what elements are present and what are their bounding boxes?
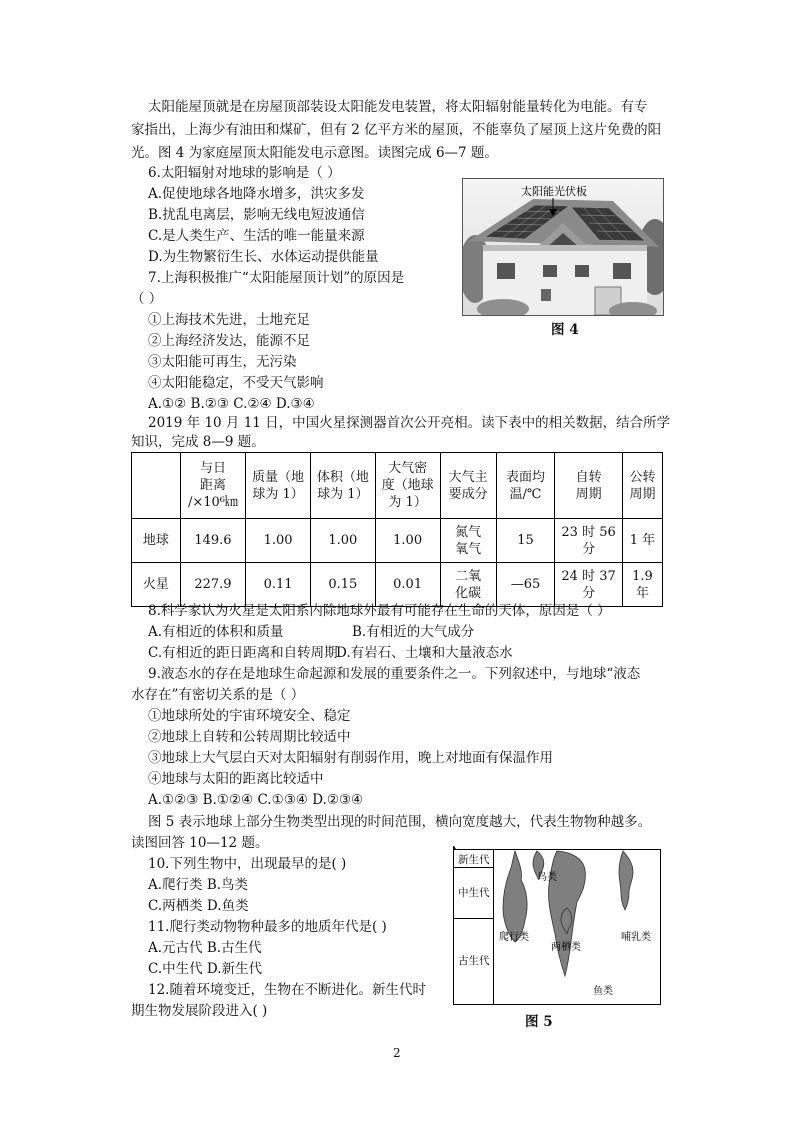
table-header-cell: [246, 453, 311, 519]
era-mesozoic: 中生代: [458, 887, 490, 899]
figure-4-caption: 图 4: [551, 322, 579, 338]
cell-line: 氮气: [455, 524, 482, 540]
q6-option-b: B.扰乱电离层，影响无线电短波通信: [148, 207, 365, 223]
q8-option-b: B.有相近的大气成分: [352, 624, 475, 640]
header-line: 公转: [629, 469, 656, 485]
q9-stem-2: 水存在”有密切关系的是（ ）: [131, 687, 305, 703]
q7-option-2: ②上海经济发达，能源不足: [148, 333, 310, 349]
header-line: 大气密: [388, 461, 428, 476]
header-line: 自转: [575, 469, 602, 485]
q7-option-4: ④太阳能稳定，不受天气影响: [148, 375, 324, 391]
q11-stem: 11.爬行类动物物种最多的地质年代是( ): [148, 919, 387, 935]
era-paleozoic: 古生代: [458, 955, 490, 967]
q9-option-1: ①地球所处的宇宙环境安全、稳定: [148, 708, 351, 724]
header-line: 周期: [575, 486, 602, 502]
q7-stem-2: （ ）: [131, 291, 163, 307]
header-line: 体积（地: [316, 469, 369, 485]
table-row-earth: [132, 519, 663, 563]
header-line: 质量（地: [252, 469, 305, 485]
q9-option-3: ③地球上大气层白天对太阳辐射有削弱作用，晚上对地面有保温作用: [148, 750, 553, 766]
cell-line: 23 时 56: [561, 524, 616, 540]
q12-stem-2: 期生物发展阶段进入( ): [131, 1003, 268, 1019]
table-header-cell: [496, 453, 554, 519]
header-line: 与日: [199, 461, 226, 476]
cell-line: 1.9: [632, 568, 653, 584]
table-header-cell: [440, 453, 496, 519]
q9-option-2: ②地球上自转和公转周期比较适中: [148, 729, 351, 745]
table-cell: [555, 563, 623, 607]
table-cell: 227.9: [180, 563, 245, 607]
earth-mars-data-table: [131, 452, 663, 607]
intro3-line-1: 图 5 表示地球上部分生物类型出现的时间范围，横向宽度越大，代表生物物种越多。: [148, 814, 652, 830]
label-amphibians: 两栖类: [551, 942, 581, 953]
label-birds: 鸟类: [537, 872, 557, 883]
table-cell: 1.00: [310, 519, 375, 563]
header-line: 度（地球: [381, 478, 434, 493]
table-header-row: [132, 453, 663, 519]
q9-option-4: ④地球与太阳的距离比较适中: [148, 771, 324, 787]
table-cell: [622, 563, 662, 607]
table-header-cell: [132, 453, 181, 519]
q8-option-d: D.有岩石、土壤和大量液态水: [336, 645, 513, 661]
era-cenozoic: 新生代: [458, 854, 490, 866]
table-cell: [555, 519, 623, 563]
header-line: 为 1）: [388, 495, 427, 510]
header-line: 周期: [629, 486, 656, 502]
page-number: 2: [393, 1046, 401, 1060]
table-cell: 0.11: [246, 563, 311, 607]
q11-options-cd: C.中生代 D.新生代: [148, 961, 263, 977]
q6-option-c: C.是人类生产、生活的唯一能量来源: [148, 228, 365, 244]
q8-option-c: C.有相近的距日距离和自转周期: [148, 645, 338, 661]
cell-line: 二氧: [455, 568, 482, 584]
table-cell: 地球: [132, 519, 181, 563]
evolution-time-diagram: [453, 846, 662, 1006]
table-header-cell: [555, 453, 623, 519]
cell-line: 化碳: [455, 585, 482, 601]
cell-line: 24 时 37: [561, 568, 616, 584]
q9-stem-1: 9.液态水的存在是地球生命起源和发展的重要条件之一。下列叙述中，与地球“液态: [148, 666, 641, 682]
header-line: 大气主: [448, 469, 488, 485]
header-line: 球为 1）: [317, 486, 369, 502]
intro3-line-2: 读图回答 10—12 题。: [131, 835, 269, 851]
cell-line: 年: [635, 585, 649, 601]
label-reptiles: 爬行类: [499, 932, 529, 943]
cell-line: 分: [582, 585, 596, 601]
table-row-mars: [132, 563, 663, 607]
header-line: 温/℃: [509, 486, 542, 502]
q8-option-a: A.有相近的体积和质量: [148, 624, 284, 640]
q12-stem-1: 12.随着环境变迁，生物在不断进化。新生代时: [148, 982, 426, 998]
q10-options-ab: A.爬行类 B.鸟类: [148, 877, 249, 893]
q7-stem-1: 7.上海积极推广“太阳能屋顶计划”的原因是: [148, 270, 405, 286]
solar-panel-label: 太阳能光伏板: [521, 185, 587, 198]
header-line: 球为 1）: [252, 486, 304, 502]
table-cell: 火星: [132, 563, 181, 607]
q10-stem: 10.下列生物中，出现最早的是( ): [148, 856, 347, 872]
table-cell: 15: [496, 519, 554, 563]
table-header-cell: [622, 453, 662, 519]
label-mammals: 哺乳类: [621, 932, 651, 943]
table-cell: 1 年: [622, 519, 662, 563]
intro-line-3: 光。图 4 为家庭屋顶太阳能发电示意图。读图完成 6—7 题。: [131, 145, 498, 161]
intro2-line-2: 知识，完成 8—9 题。: [131, 434, 265, 450]
table-header-cell: [375, 453, 440, 519]
figure-5-caption: 图 5: [525, 1014, 553, 1030]
q8-stem: 8.科学家认为火星是太阳系内除地球外最有可能存在生命的天体，原因是（ ）: [148, 603, 611, 619]
q9-choices: A.①②③ B.①②④ C.①③④ D.②③④: [148, 792, 364, 808]
header-line: /×10⁶㎞: [187, 495, 238, 510]
intro2-line-1: 2019 年 10 月 11 日，中国火星探测器首次公开亮相。读下表中的相关数据，结合所学: [148, 415, 671, 431]
figure-4-house-photo: [462, 178, 664, 316]
intro-line-2: 家指出，上海少有油田和煤矿，但有 2 亿平方米的屋顶，不能辜负了屋顶上这片免费的阳: [131, 122, 662, 138]
table-cell: 0.15: [310, 563, 375, 607]
header-line: 表面均: [506, 469, 546, 485]
cell-line: 氧气: [455, 541, 482, 557]
q7-option-1: ①上海技术先进，土地充足: [148, 312, 310, 328]
figure-5-evolution-diagram: [453, 846, 662, 1006]
q7-option-3: ③太阳能可再生，无污染: [148, 354, 297, 370]
q6-stem: 6.太阳辐射对地球的影响是（ ）: [148, 165, 341, 181]
solar-roof-house-illustration: [463, 179, 663, 315]
intro-line-1: 太阳能屋顶就是在房屋顶部装设太阳能发电装置，将太阳辐射能量转化为电能。有专: [148, 99, 648, 115]
table-cell: [440, 563, 496, 607]
header-line: 距离: [199, 478, 226, 493]
cell-line: 分: [582, 541, 596, 557]
table-header-cell: [310, 453, 375, 519]
q10-options-cd: C.两栖类 D.鱼类: [148, 898, 249, 914]
header-line: 要成分: [448, 486, 488, 502]
table-cell: 1.00: [246, 519, 311, 563]
table-cell: 149.6: [180, 519, 245, 563]
table-cell: [440, 519, 496, 563]
q7-choices: A.①② B.②③ C.②④ D.③④: [148, 396, 315, 412]
table-cell: 0.01: [375, 563, 440, 607]
table-cell: —65: [496, 563, 554, 607]
q6-option-d: D.为生物繁衍生长、水体运动提供能量: [148, 249, 379, 265]
q6-option-a: A.促使地球各地降水增多，洪灾多发: [148, 186, 365, 202]
label-fish: 鱼类: [593, 986, 613, 997]
q11-options-ab: A.元古代 B.古生代: [148, 940, 262, 956]
table-cell: 1.00: [375, 519, 440, 563]
table-header-cell: [180, 453, 245, 519]
